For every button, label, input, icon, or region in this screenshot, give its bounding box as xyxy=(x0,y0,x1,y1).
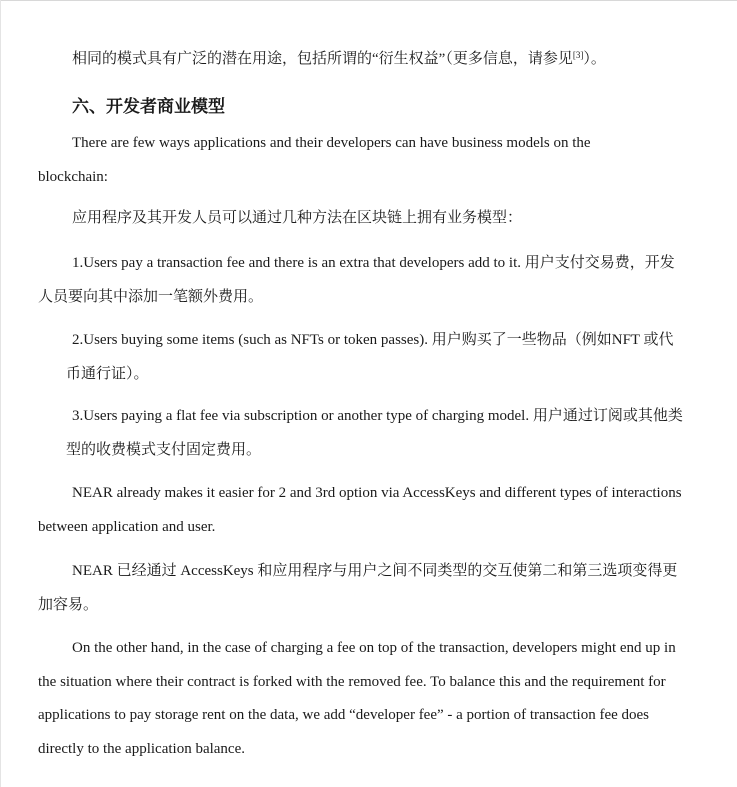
intro-paragraph xyxy=(38,43,698,77)
section-heading: 六、开发者商业模型 xyxy=(72,97,225,116)
paragraph-business-models-zh: 应用程序及其开发人员可以通过几种方法在区块链上拥有业务模型： xyxy=(72,210,523,226)
intro-tail: ）。 xyxy=(583,51,606,67)
list-item-flat-fee: 3.Users paying a flat fee via subscription or another type of charging model. 用户通过订阅或其他类型的收费模式支付固定费用。 xyxy=(66,408,683,458)
paragraph-accesskeys-zh: NEAR 已经通过 AccessKeys 和应用程序与用户之间不同类型的交互使第二和第三选项变得更加容易。 xyxy=(38,563,678,613)
paragraph-accesskeys-en: NEAR already makes it easier for 2 and 3rd option via AccessKeys and different types of interactions between application and user. xyxy=(38,485,682,535)
paragraph-business-models-en: There are few ways applications and their developers can have business models on the blockchain: xyxy=(38,135,591,185)
list-item-transaction-fee: 1.Users pay a transaction fee and there is an extra that developers add to it. 用户支付交易费，开发人员要向其中添加一笔额外费用。 xyxy=(38,255,675,305)
list-item-buying-items: 2.Users buying some items (such as NFTs or token passes). 用户购买了一些物品（例如NFT 或代币通行证）。 xyxy=(66,332,674,382)
paragraph-developer-fee: On the other hand, in the case of charging a fee on top of the transaction, developers might end up in the situation where their contract is forked with the removed fee. To balance this and the requirement for applications to pay storage rent on the data, we add “developer fee” - a portion of transaction fee does directly to the application balance. xyxy=(38,640,676,757)
page-left-edge xyxy=(0,0,1,787)
reference-marker: [3] xyxy=(572,50,584,60)
intro-text: 相同的模式具有广泛的潜在用途，包括所谓的“衍生权益”（更多信息，请参见 xyxy=(72,51,573,67)
page-top-edge xyxy=(0,0,737,1)
